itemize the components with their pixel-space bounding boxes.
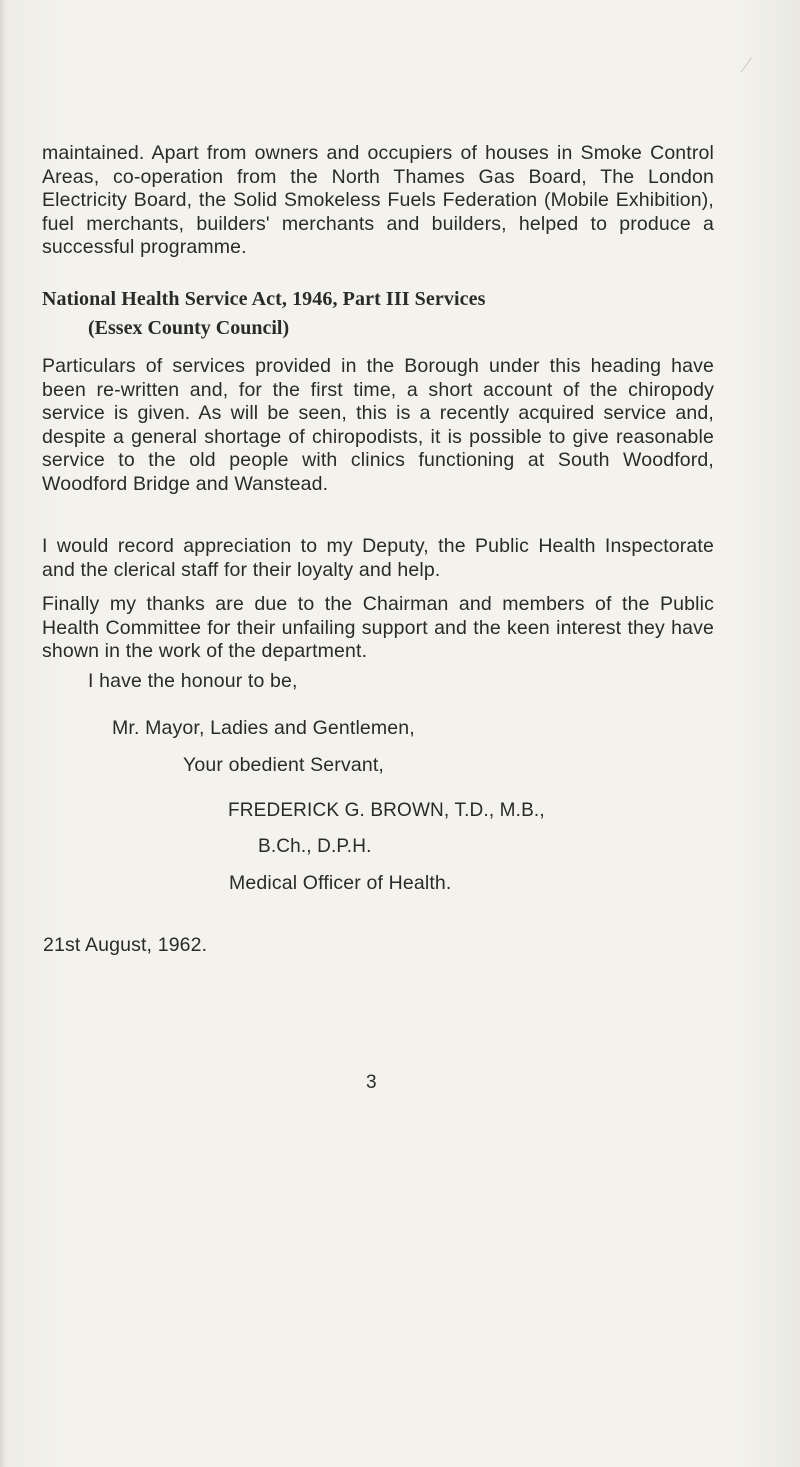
page-edge-shadow <box>0 0 6 1467</box>
page-number: 3 <box>366 1072 377 1093</box>
signatory-name: FREDERICK G. BROWN, T.D., M.B., <box>228 800 545 821</box>
letter-date: 21st August, 1962. <box>43 934 208 956</box>
services-paragraph: Particulars of services provided in the Borough under this heading have been re-written and, for the first time, a short account of the chiropody service is given. As will be seen, this is a recently acquired service and, despite a general shortage of chiropodists, it is possible to give reasonable service to the old people with clinics functioning at South Woodford, Woodford Bridge and Wanstead. <box>42 355 714 495</box>
closing-honour: I have the honour to be, <box>88 670 298 692</box>
closing-salutation: Mr. Mayor, Ladies and Gentlemen, <box>112 717 415 739</box>
section-subheading: (Essex County Council) <box>88 317 290 339</box>
thanks-paragraph: Finally my thanks are due to the Chairman and members of the Public Health Committee for their unfailing support and the keen interest they have shown in the work of the department. <box>42 593 714 663</box>
intro-paragraph: maintained. Apart from owners and occupiers of houses in Smoke Control Areas, co-operation from the North Thames Gas Board, The London Electricity Board, the Solid Smokeless Fuels Federation (Mobile Exhibition), fuel merchants, builders' merchants and builders, helped to produce a successful programme. <box>42 142 714 259</box>
pencil-mark <box>729 49 752 72</box>
signatory-title: Medical Officer of Health. <box>229 872 452 894</box>
section-heading: National Health Service Act, 1946, Part III Services <box>42 288 486 310</box>
appreciation-paragraph: I would record appreciation to my Deputy, the Public Health Inspectorate and the clerical staff for their loyalty and help. <box>42 535 714 581</box>
signatory-qualifications: B.Ch., D.P.H. <box>258 836 372 857</box>
closing-servant: Your obedient Servant, <box>183 754 384 776</box>
